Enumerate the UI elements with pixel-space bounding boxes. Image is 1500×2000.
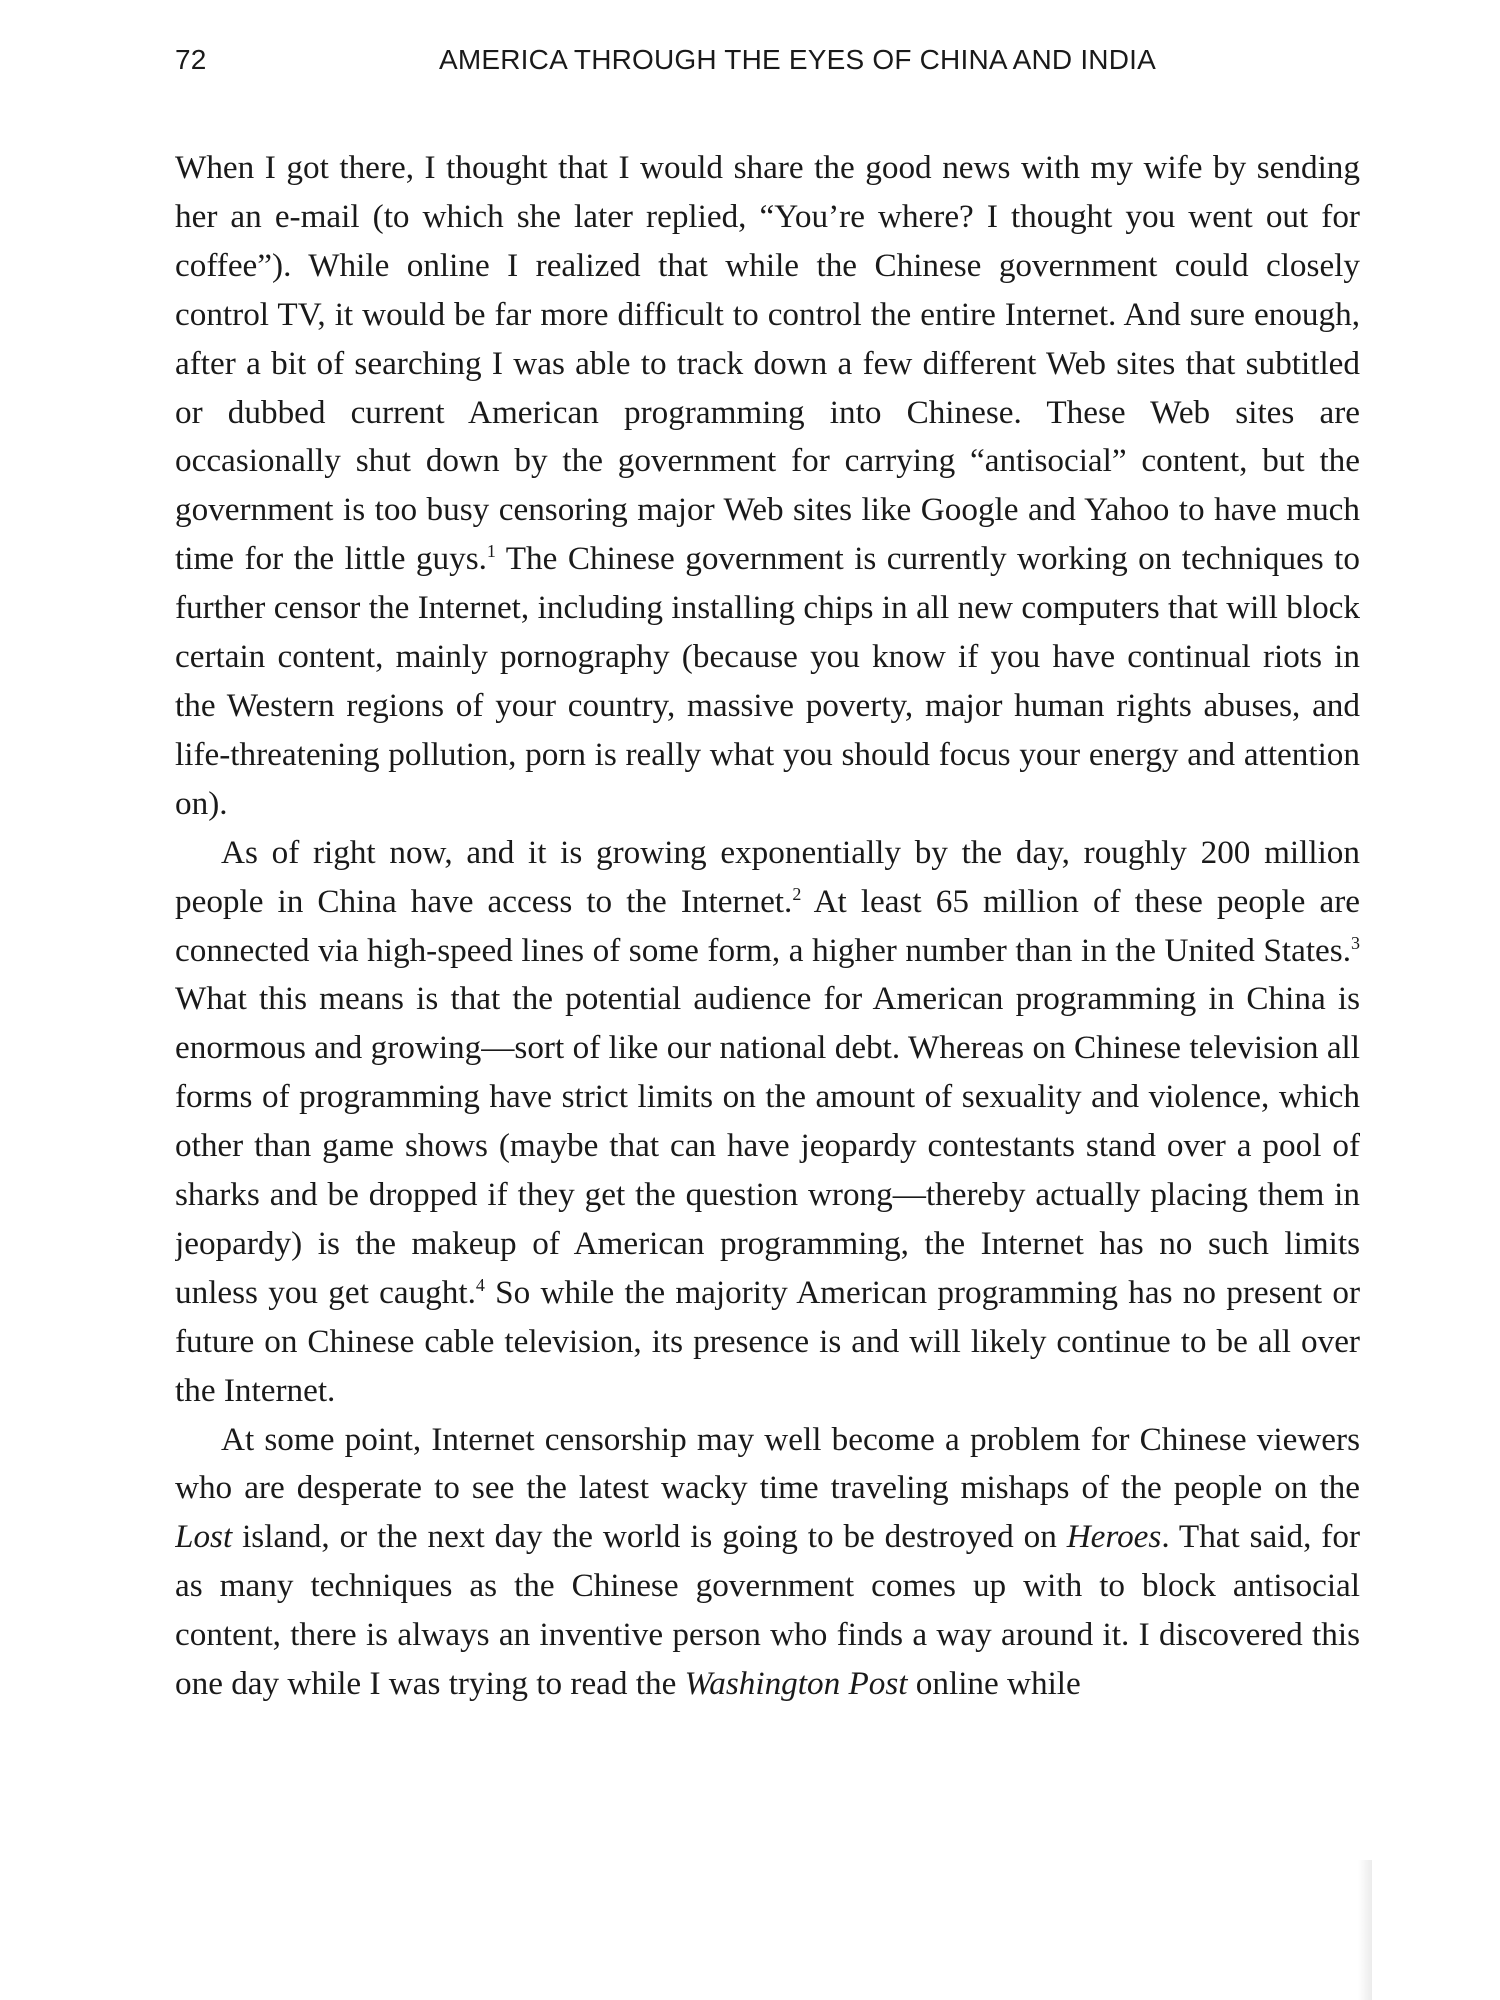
footnote-marker-3: 3 <box>1351 932 1360 953</box>
footnote-marker-1: 1 <box>486 541 496 562</box>
page-number: 72 <box>175 44 207 75</box>
paragraph-text: online while <box>907 1665 1081 1703</box>
paragraph-1 <box>175 144 1360 829</box>
page-header <box>175 44 1360 84</box>
page-binding-shadow <box>1358 1860 1372 2000</box>
paragraph-text: So while the majority American programming has no present or future on Chinese cable television, its presence is and will likely continue to be all over the Internet. <box>175 1273 1360 1409</box>
body-text <box>175 144 1360 1974</box>
paragraph-text: At least 65 million of these people are connected via high-speed lines of some form, a higher number than in the United States. <box>175 882 1360 969</box>
running-head: AMERICA THROUGH THE EYES OF CHINA AND INDIA <box>438 44 1157 75</box>
paragraph-text: The Chinese government is currently working on techniques to further censor the Internet, including installing chips in all new computers that will block certain content, mainly pornography (because you know if you have continual riots in the Western regions of your country, massive poverty, major human rights abuses, and life-threatening pollution, porn is really what you should focus your energy and attention on). <box>175 540 1360 822</box>
footnote-marker-2: 2 <box>792 883 802 904</box>
paragraph-2 <box>175 829 1360 1416</box>
paragraph-text: As of right now, and it is growing exponentially by the day, roughly 200 million people in China have access to the Internet. <box>175 833 1360 920</box>
footnote-marker-4: 4 <box>475 1274 485 1295</box>
paragraph-text: . That said, for as many techniques as the Chinese government comes up with to block antisocial content, there is always an inventive person who finds a way around it. I discovered this one day while I was trying to read the <box>175 1518 1360 1703</box>
title-washington-post: Washington Post <box>684 1665 908 1703</box>
paragraph-text: island, or the next day the world is going to be destroyed on <box>232 1518 1067 1556</box>
paragraph-text: When I got there, I thought that I would share the good news with my wife by sending her an e-mail (to which she later replied, “You’re where? I thought you went out for coffee”). While online I realized that while the Chinese government could closely control TV, it would be far more difficult to control the entire Internet. And sure enough, after a bit of searching I was able to track down a few different Web sites that subtitled or dubbed current American programming into Chinese. These Web sites are occasionally shut down by the government for carrying “antisocial” content, but the government is too busy censoring major Web sites like Google and Yahoo to have much time for the little guys. <box>175 149 1360 578</box>
paragraph-text: What this means is that the potential audience for American programming in China is enormous and growing—sort of like our national debt. Whereas on Chinese television all forms of programming have strict limits on the amount of sexuality and violence, which other than game shows (maybe that can have jeopardy contestants stand over a pool of sharks and be dropped if they get the question wrong—thereby actually placing them in jeopardy) is the makeup of American programming, the Internet has no such limits unless you get caught. <box>175 980 1360 1311</box>
title-heroes: Heroes <box>1066 1518 1162 1556</box>
paragraph-text: At some point, Internet censorship may well become a problem for Chinese viewers who are desperate to see the latest wacky time traveling mishaps of the people on the <box>175 1420 1360 1507</box>
title-lost: Lost <box>175 1518 233 1556</box>
paragraph-3 <box>175 1416 1360 1709</box>
